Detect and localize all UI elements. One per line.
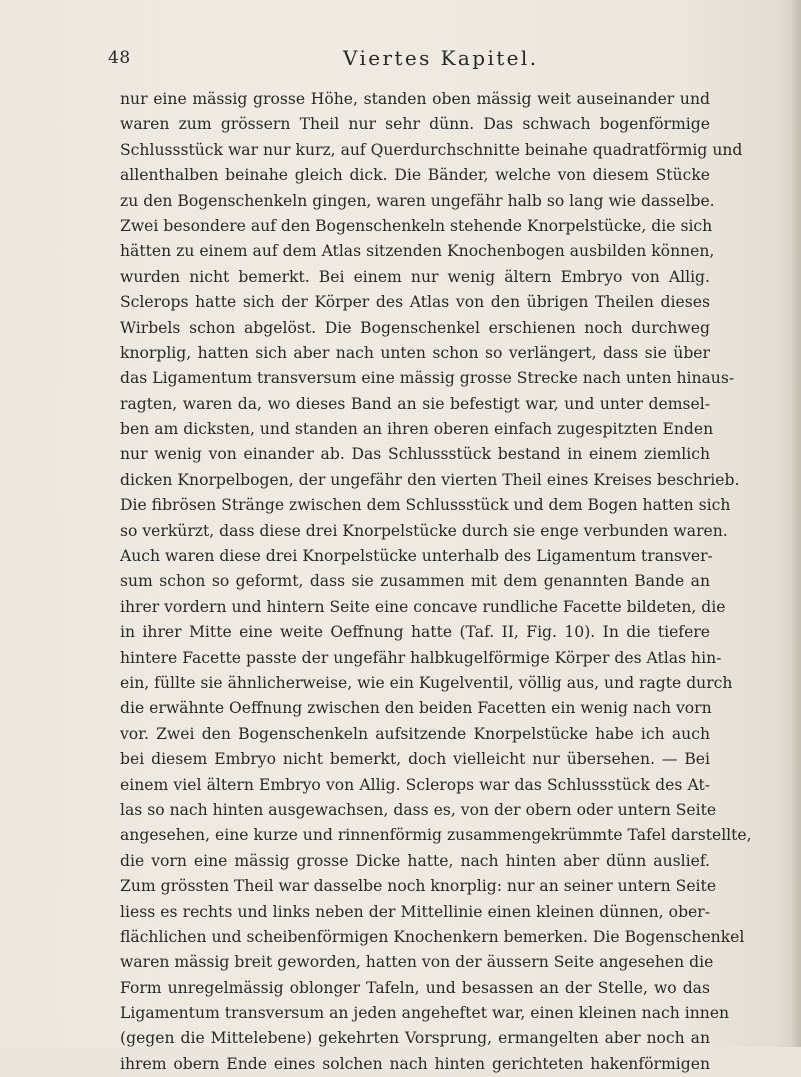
text-line: (gegen die Mittelebene) gekehrten Vorsprung, ermangelten aber noch an: [120, 1029, 710, 1048]
text-line: so verkürzt, dass diese drei Knorpelstücke durch sie enge verbunden waren.: [120, 521, 728, 540]
text-line: las so nach hinten ausgewachsen, dass es, von der obern oder untern Seite: [120, 800, 717, 819]
text-line: angesehen, eine kurze und rinnenförmig zusammengekrümmte Tafel darstellte,: [120, 826, 752, 845]
text-line: ihrem obern Ende eines solchen nach hinten gerichteten hakenförmigen: [120, 1054, 710, 1073]
text-line: Wirbels schon abgelöst. Die Bogenschenkel erschienen noch durchweg: [120, 318, 710, 337]
text-line: Zum grössten Theil war dasselbe noch knorplig: nur an seiner untern Seite: [120, 877, 717, 896]
text-line: Sclerops hatte sich der Körper des Atlas von den übrigen Theilen dieses: [120, 293, 710, 312]
text-line: zu den Bogenschenkeln gingen, waren ungefähr halb so lang wie dasselbe.: [120, 191, 715, 210]
text-line: liess es rechts und links neben der Mittellinie einen kleinen dünnen, ober-: [120, 902, 710, 921]
text-line: ragten, waren da, wo dieses Band an sie befestigt war, und unter demsel-: [120, 394, 710, 413]
text-line: flächlichen und scheibenförmigen Knochenkern bemerken. Die Bogenschenkel: [120, 927, 745, 946]
text-line: die erwähnte Oeffnung zwischen den beiden Facetten ein wenig nach vorn: [120, 699, 712, 718]
text-line: das Ligamentum transversum eine mässig grosse Strecke nach unten hinaus-: [120, 369, 735, 388]
text-line: ihrer vordern und hintern Seite eine concave rundliche Facette bildeten, die: [120, 597, 726, 616]
text-line: hätten zu einem auf dem Atlas sitzenden Knochenbogen ausbilden können,: [120, 242, 715, 261]
text-line: Zwei besondere auf den Bogenschenkeln stehende Knorpelstücke, die sich: [120, 216, 713, 235]
page-edge-shadow: [791, 0, 801, 1047]
text-line: bei diesem Embryo nicht bemerkt, doch vielleicht nur übersehen. — Bei: [120, 750, 710, 769]
text-line: hintere Facette passte der ungefähr halbkugelförmige Körper des Atlas hin-: [120, 648, 722, 667]
text-line: wurden nicht bemerkt. Bei einem nur wenig ältern Embryo von Allig.: [120, 267, 710, 286]
text-line: waren zum grössern Theil nur sehr dünn. Das schwach bogenförmige: [120, 115, 710, 134]
text-line: einem viel ältern Embryo von Allig. Sclerops war das Schlussstück des At-: [120, 775, 710, 794]
text-line: in ihrer Mitte eine weite Oeffnung hatte (Taf. II, Fig. 10). In die tiefere: [120, 623, 710, 642]
text-line: Form unregelmässig oblonger Tafeln, und besassen an der Stelle, wo das: [120, 978, 710, 997]
page-header: [108, 44, 708, 74]
text-line: nur eine mässig grosse Höhe, standen oben mässig weit auseinander und: [120, 90, 710, 108]
text-line: knorplig, hatten sich aber nach unten schon so verlängert, dass sie über: [120, 343, 710, 362]
text-line: ben am dicksten, und standen an ihren oberen einfach zugespitzten Enden: [120, 420, 714, 439]
text-line: allenthalben beinahe gleich dick. Die Bänder, welche von diesem Stücke: [120, 166, 710, 185]
body-text: [120, 87, 752, 1077]
text-line: vor. Zwei den Bogenschenkeln aufsitzende Knorpelstücke habe ich auch: [120, 724, 710, 743]
text-line: waren mässig breit geworden, hatten von der äussern Seite angesehen die: [120, 953, 714, 972]
text-line: Ligamentum transversum an jeden angeheftet war, einen kleinen nach innen: [120, 1004, 730, 1023]
page-number: 48: [108, 48, 131, 68]
text-line: Schlussstück war nur kurz, auf Querdurchschnitte beinahe quadratförmig und: [120, 140, 743, 159]
text-line: nur wenig von einander ab. Das Schlussstück bestand in einem ziemlich: [120, 445, 710, 464]
text-line: sum schon so geformt, dass sie zusammen mit dem genannten Bande an: [120, 572, 710, 591]
text-line: Die fibrösen Stränge zwischen dem Schlussstück und dem Bogen hatten sich: [120, 496, 731, 515]
text-line: die vorn eine mässig grosse Dicke hatte, nach hinten aber dünn auslief.: [120, 851, 710, 870]
text-line: Auch waren diese drei Knorpelstücke unterhalb des Ligamentum transver-: [120, 547, 713, 566]
running-head: Viertes Kapitel.: [343, 46, 539, 70]
text-line: dicken Knorpelbogen, der ungefähr den vierten Theil eines Kreises beschrieb.: [120, 470, 740, 489]
text-line: ein, füllte sie ähnlicherweise, wie ein Kugelventil, völlig aus, und ragte durch: [120, 673, 733, 692]
